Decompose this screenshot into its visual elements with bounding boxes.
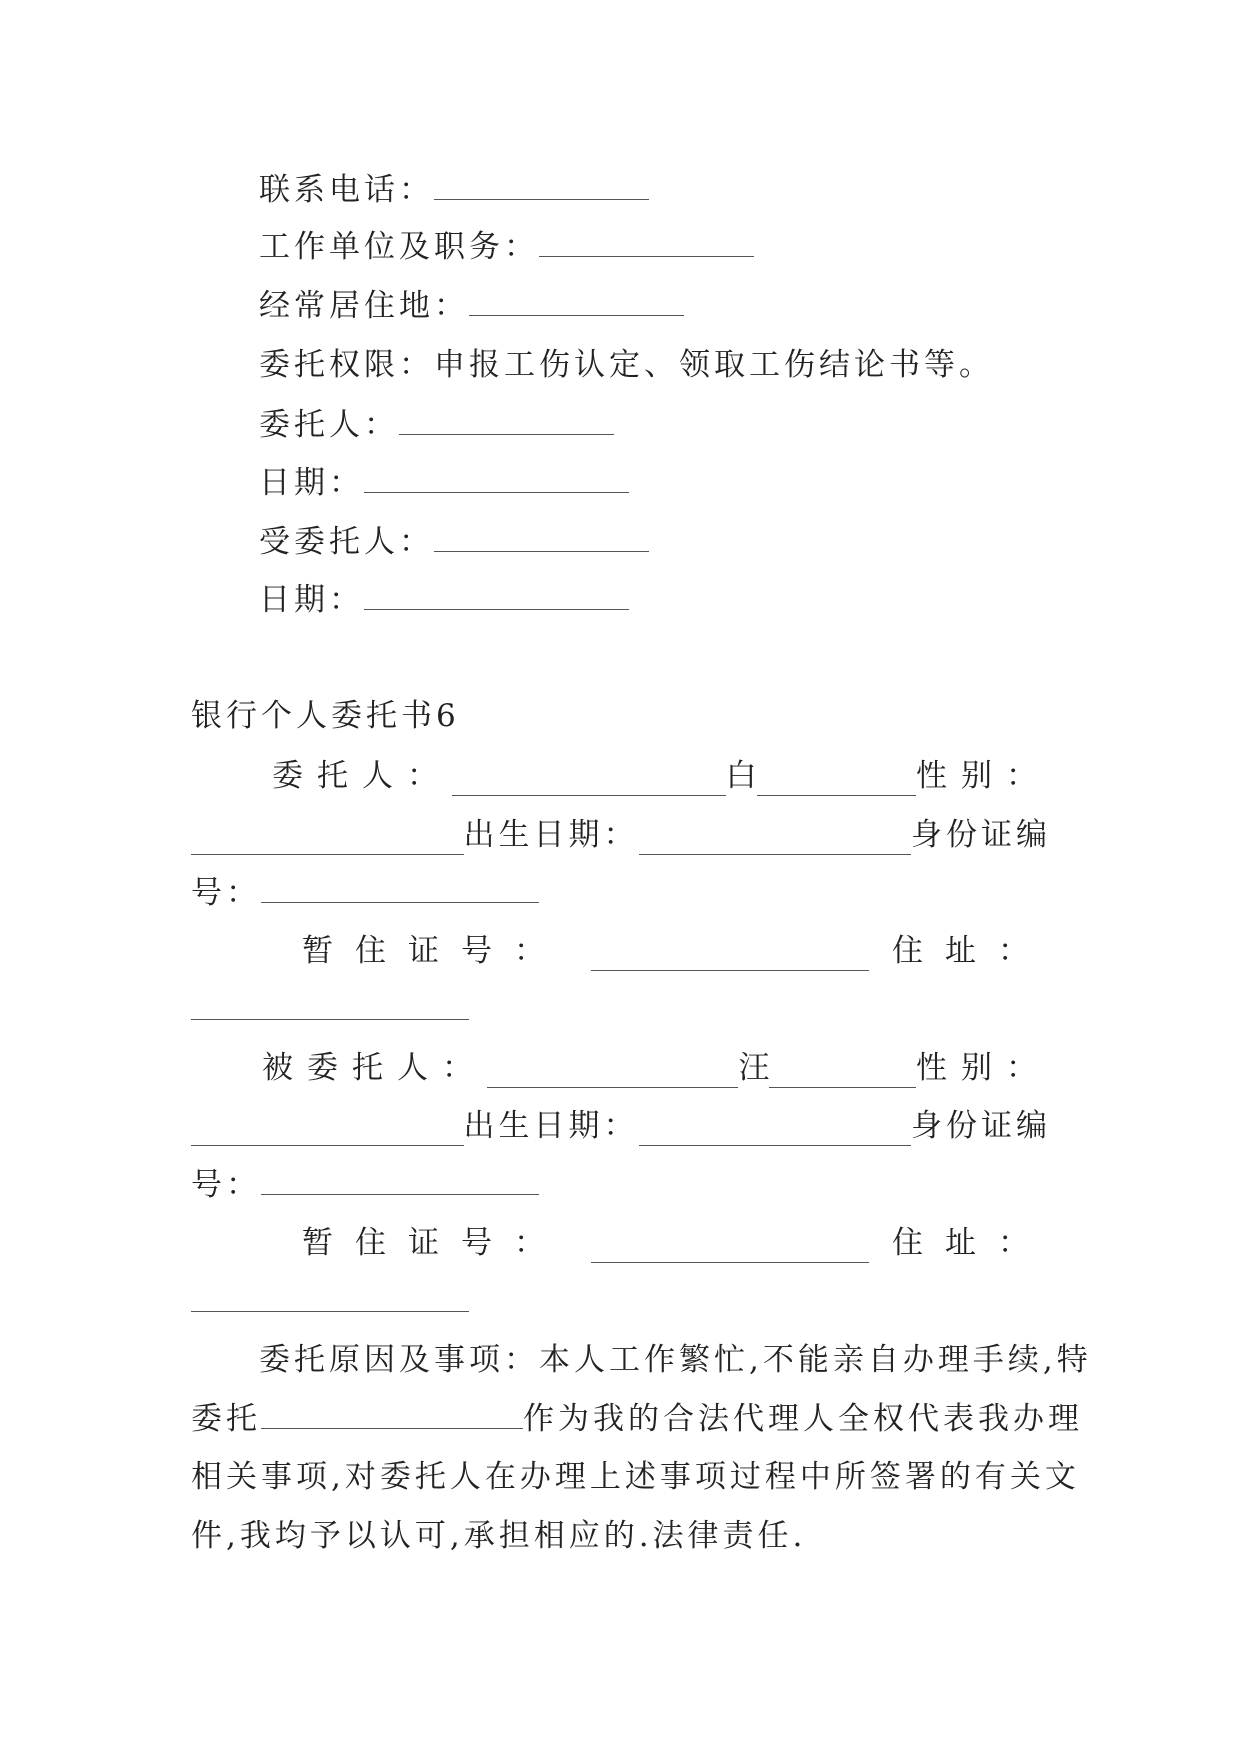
agent-birth-label: 出生日期： <box>463 1108 639 1144</box>
date1-blank <box>364 465 629 493</box>
principal-address-label: 住址： <box>892 933 1051 969</box>
work-line <box>259 227 754 267</box>
principal-gender-blank <box>191 827 464 855</box>
work-blank <box>539 229 754 257</box>
principal-sign-blank <box>399 407 614 435</box>
principal-row-1 <box>272 756 1051 796</box>
reason-line-4-text: 件,我均予以认可,承担相应的.法律责任. <box>191 1518 807 1554</box>
agent-gender-pre-blank <box>769 1060 916 1088</box>
agent-row-2 <box>191 1106 1051 1146</box>
agent-address-blank <box>191 1284 469 1312</box>
agent-surname: 汪 <box>738 1050 770 1086</box>
reason-line-1-text: 委托原因及事项：本人工作繁忙,不能亲自办理手续,特 <box>259 1342 1092 1378</box>
agent-gender-blank <box>191 1118 464 1146</box>
reason-line-2-pre: 委托 <box>191 1401 261 1437</box>
date2-line <box>259 580 629 620</box>
date1-label: 日期： <box>259 465 364 501</box>
phone-blank <box>434 172 649 200</box>
work-label: 工作单位及职务： <box>259 229 539 265</box>
agent-gender-label: 性别： <box>916 1050 1051 1086</box>
agent-sign-label: 受委托人： <box>259 524 434 560</box>
principal-gender-pre-blank <box>757 768 916 796</box>
reason-line-1 <box>259 1340 1092 1380</box>
principal-row-4 <box>302 931 1051 971</box>
reason-line-4 <box>191 1516 806 1556</box>
agent-row-4 <box>302 1223 1051 1263</box>
agent-row-5 <box>191 1282 469 1322</box>
date2-blank <box>364 582 629 610</box>
residence-blank <box>469 288 684 316</box>
principal-address-blank <box>191 992 469 1020</box>
phone-line <box>259 170 649 210</box>
principal-id-blank <box>261 875 539 903</box>
agent-name-blank <box>487 1060 738 1088</box>
principal-id-label-1: 身份证编 <box>911 817 1051 853</box>
reason-agent-blank <box>261 1401 523 1429</box>
reason-line-3 <box>191 1457 1080 1497</box>
agent-sign-line <box>259 522 649 562</box>
agent-label: 被委托人： <box>262 1050 487 1086</box>
principal-birth-blank <box>639 827 912 855</box>
agent-id-label-1: 身份证编 <box>911 1108 1051 1144</box>
principal-row-3 <box>191 873 539 913</box>
agent-id-blank <box>261 1167 539 1195</box>
reason-line-2-post: 作为我的合法代理人全权代表我办理 <box>523 1401 1083 1437</box>
principal-sign-label: 委托人： <box>259 407 399 443</box>
principal-temp-id-label: 暂住证号： <box>302 933 567 969</box>
principal-row-2 <box>191 815 1051 855</box>
principal-row-5 <box>191 990 469 1030</box>
date1-line <box>259 463 629 503</box>
principal-temp-id-blank <box>591 943 869 971</box>
phone-label: 联系电话： <box>259 172 434 208</box>
date2-label: 日期： <box>259 582 364 618</box>
principal-label: 委托人： <box>272 758 452 794</box>
agent-temp-id-blank <box>591 1235 869 1263</box>
principal-surname: 白 <box>725 758 757 794</box>
agent-row-3 <box>191 1165 539 1205</box>
principal-birth-label: 出生日期： <box>463 817 639 853</box>
authority-text: 委托权限：申报工伤认定、领取工伤结论书等。 <box>259 347 994 383</box>
reason-line-2 <box>191 1399 1083 1439</box>
reason-line-3-text: 相关事项,对委托人在办理上述事项过程中所签署的有关文 <box>191 1459 1080 1495</box>
agent-sign-blank <box>434 524 649 552</box>
principal-id-label-2: 号： <box>191 875 261 911</box>
agent-address-label: 住址： <box>892 1225 1051 1261</box>
section-title <box>191 696 460 736</box>
agent-id-label-2: 号： <box>191 1167 261 1203</box>
principal-gender-label: 性别： <box>916 758 1051 794</box>
agent-temp-id-label: 暂住证号： <box>302 1225 567 1261</box>
principal-sign-line <box>259 405 614 445</box>
residence-line <box>259 286 684 326</box>
principal-name-blank <box>452 768 726 796</box>
residence-label: 经常居住地： <box>259 288 469 324</box>
agent-row-1 <box>262 1048 1051 1088</box>
authority-line <box>259 345 994 385</box>
section-title-text: 银行个人委托书6 <box>191 698 460 734</box>
agent-birth-blank <box>639 1118 912 1146</box>
